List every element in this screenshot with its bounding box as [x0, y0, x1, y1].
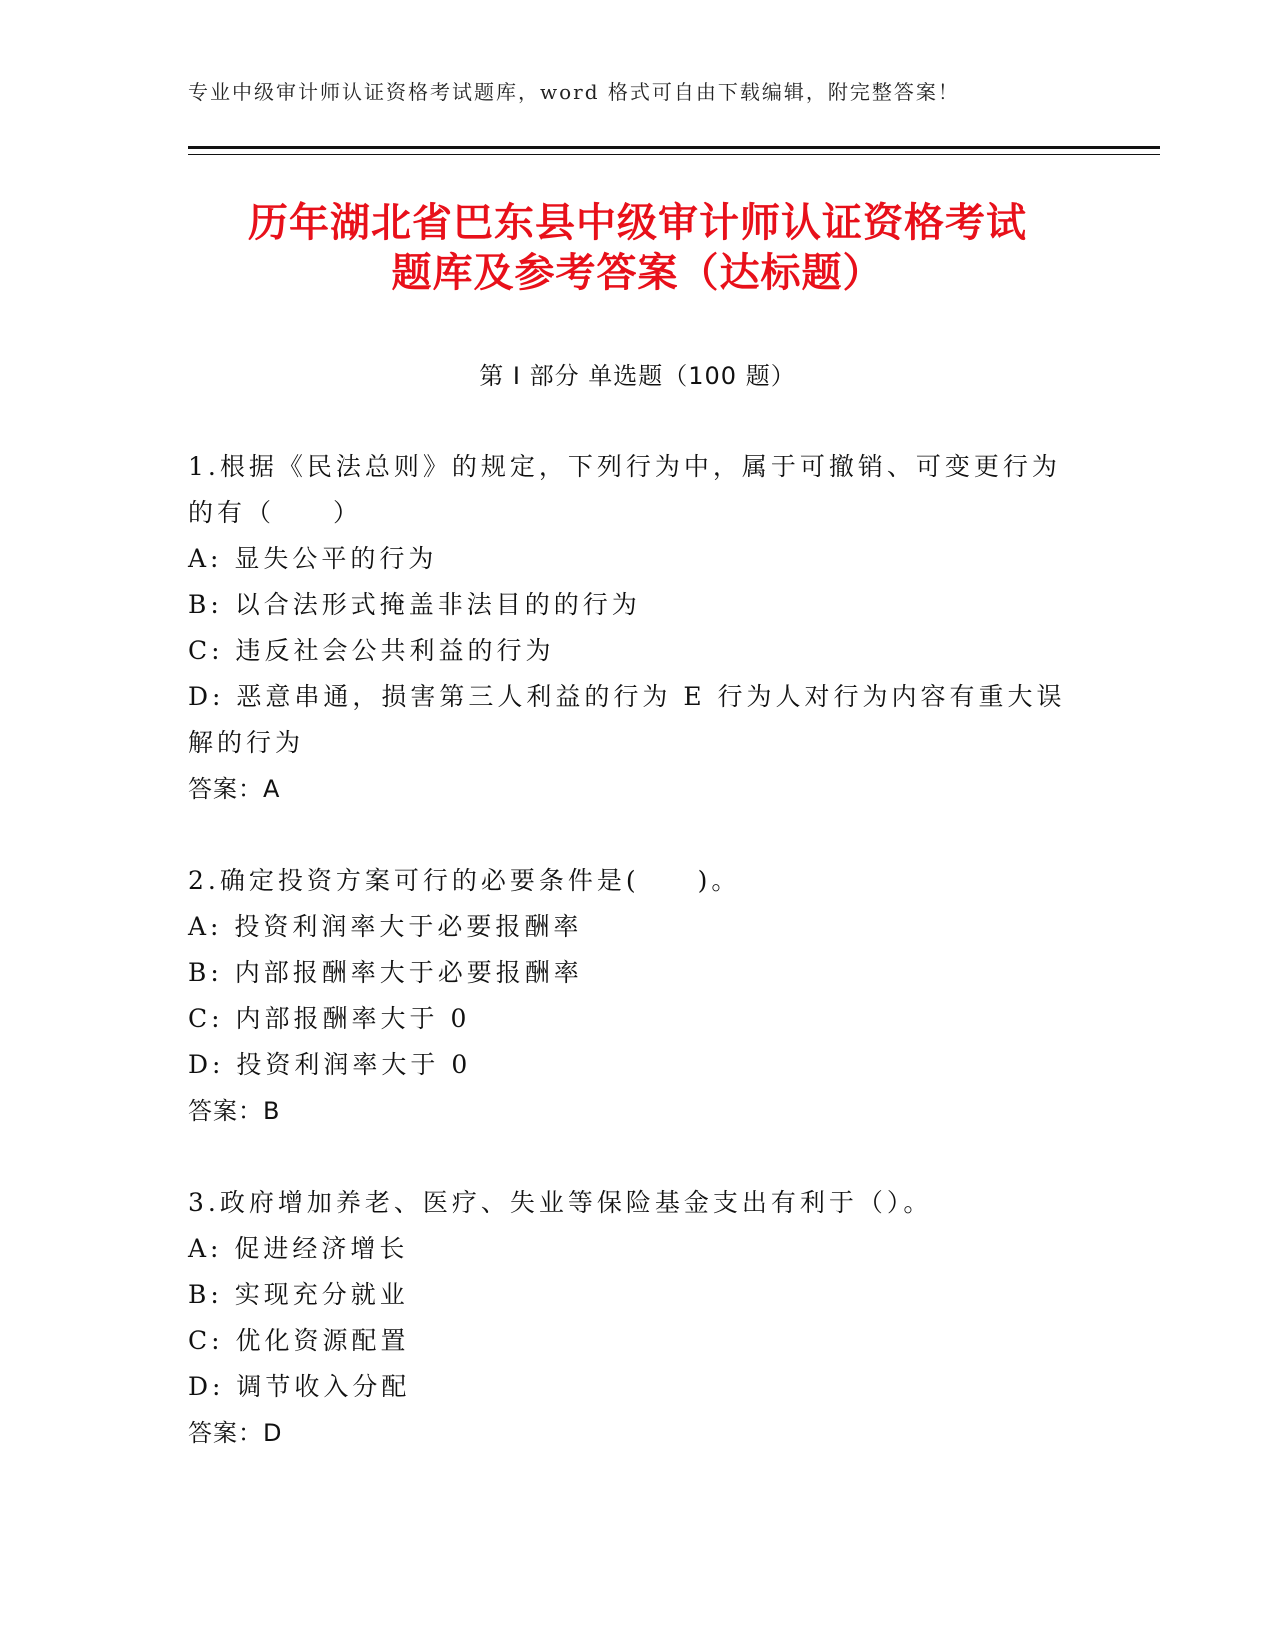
document-title-line-2: 题库及参考答案（达标题）: [391, 250, 884, 296]
question-stem: 1.根据《民法总则》的规定，下列行为中，属于可撤销、可变更行为的有（ ）: [188, 452, 1061, 527]
question-stem: 3.政府增加养老、医疗、失业等保险基金支出有利于（）。: [188, 1188, 933, 1217]
option-d: D: 恶意串通，损害第三人利益的行为 E 行为人对行为内容有重大误解的行为: [188, 682, 1066, 757]
option-d: D: 投资利润率大于 0: [188, 1050, 472, 1079]
option-c: C: 优化资源配置: [188, 1326, 410, 1355]
question-2: [188, 858, 1088, 1134]
answer-line: 答案：D: [188, 1419, 283, 1447]
header-divider-thin: [188, 154, 1160, 155]
document-title: [150, 198, 1125, 298]
option-a: A: 显失公平的行为: [188, 544, 438, 573]
header-note: 专业中级审计师认证资格考试题库，word 格式可自由下载编辑，附完整答案！: [188, 80, 960, 104]
question-3: [188, 1180, 1088, 1456]
section-title: 第 I 部分 单选题（100 题）: [479, 362, 796, 390]
header-divider-thick: [188, 146, 1160, 149]
question-list: [188, 444, 1088, 1502]
answer-line: 答案：B: [188, 1097, 281, 1125]
option-a: A: 促进经济增长: [188, 1234, 409, 1263]
option-d: D: 调节收入分配: [188, 1372, 411, 1401]
option-c: C: 内部报酬率大于 0: [188, 1004, 471, 1033]
answer-line: 答案：A: [188, 775, 281, 803]
option-b: B: 实现充分就业: [188, 1280, 409, 1309]
option-b: B: 内部报酬率大于必要报酬率: [188, 958, 583, 987]
question-1: [188, 444, 1088, 812]
option-c: C: 违反社会公共利益的行为: [188, 636, 555, 665]
option-b: B: 以合法形式掩盖非法目的的行为: [188, 590, 641, 619]
question-stem: 2.确定投资方案可行的必要条件是( )。: [188, 866, 741, 895]
document-title-line-1: 历年湖北省巴东县中级审计师认证资格考试: [248, 200, 1027, 246]
option-a: A: 投资利润率大于必要报酬率: [188, 912, 583, 941]
